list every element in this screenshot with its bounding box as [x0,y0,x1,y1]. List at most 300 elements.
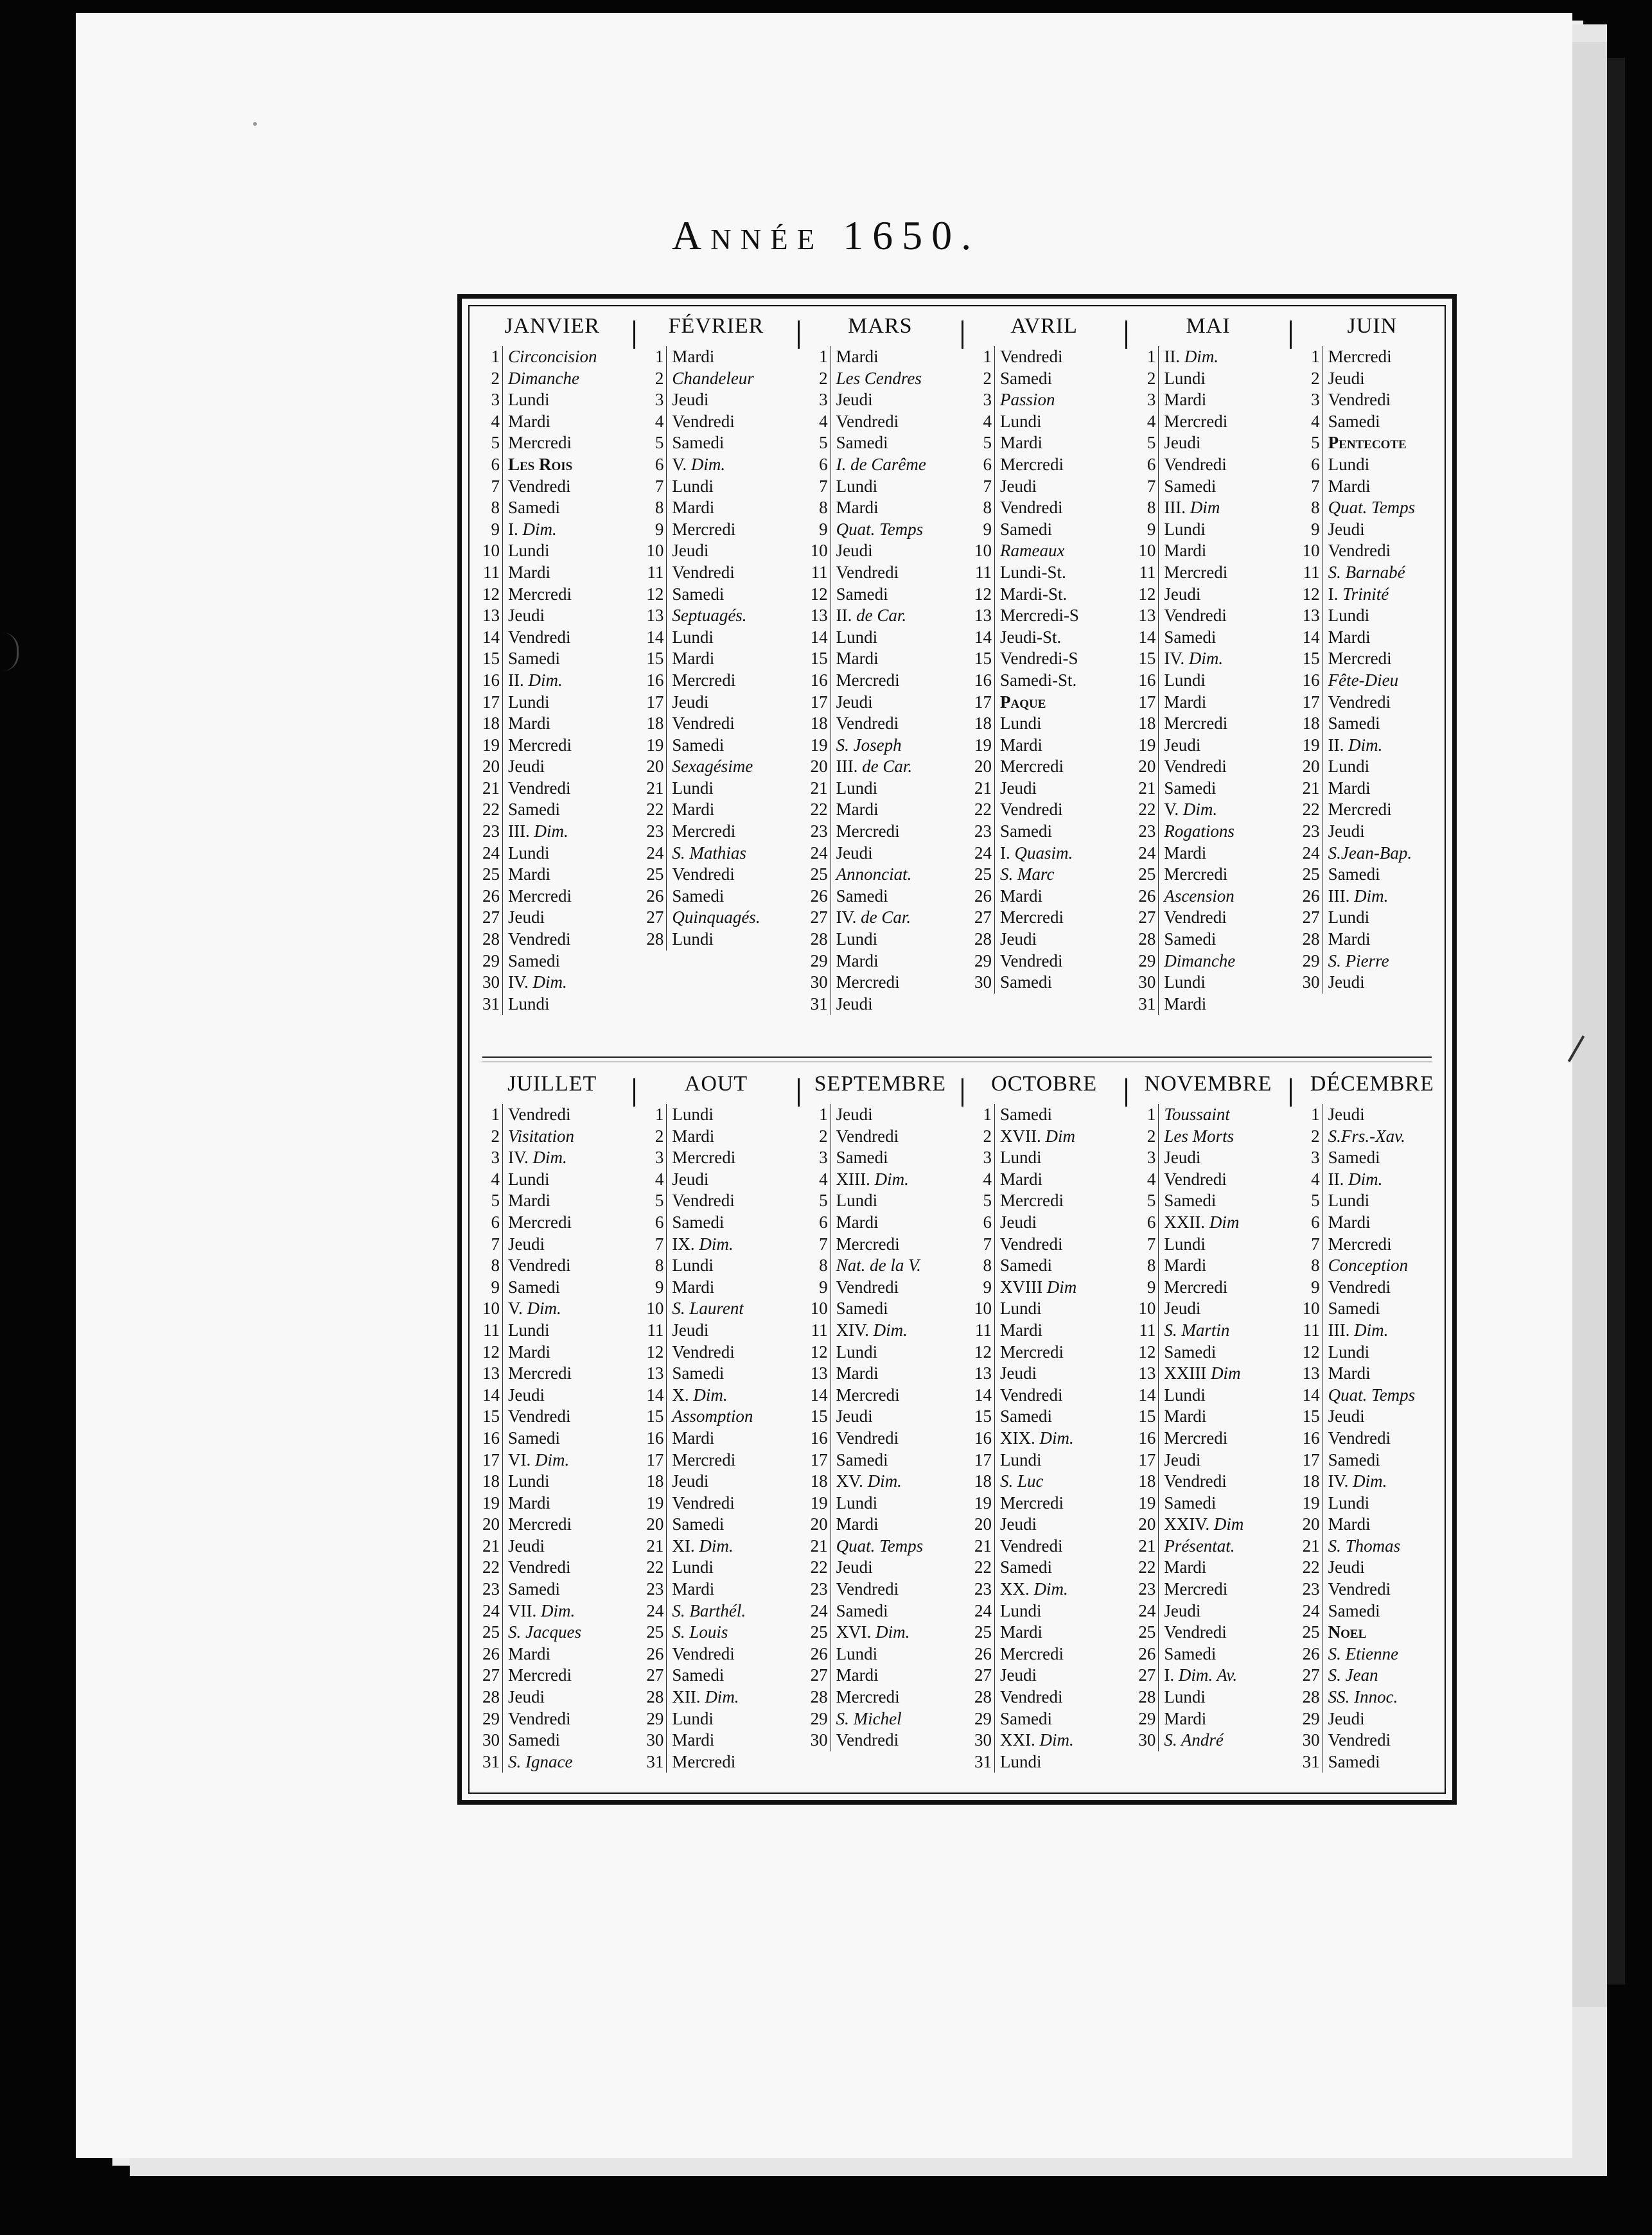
day-label: Lundi [1000,1450,1042,1469]
day-number: 17 [964,692,995,714]
day-row [472,1298,632,1320]
day-row [800,562,960,584]
day-label: Mardi [672,347,715,366]
day-label: Mercredi [836,1687,900,1707]
day-label: Jeudi [508,1234,545,1254]
day-row [472,799,632,821]
day-label: Mardi [1328,778,1371,798]
day-number: 27 [964,907,995,929]
day-list [1292,346,1452,994]
day-label: Jeudi [836,390,873,410]
month-column [636,1064,796,1773]
day-row [800,540,960,562]
day-number: 3 [800,1147,831,1169]
column-divider [1290,1078,1292,1107]
month-name: AOUT [684,1072,748,1096]
day-row [636,562,796,584]
day-number: 23 [1128,821,1159,843]
day-row [800,972,960,994]
day-label: Mercredi [1328,347,1392,366]
day-row [964,907,1124,929]
day-number: 15 [1292,1406,1323,1428]
day-row [800,692,960,714]
day-number: 29 [1128,951,1159,972]
day-list [636,1104,796,1773]
day-number: 28 [472,929,503,951]
day-row [472,1536,632,1557]
day-number: 11 [1292,562,1323,584]
day-number: 28 [1128,1687,1159,1708]
column-divider [1125,320,1127,349]
month-name: NOVEMBRE [1144,1072,1272,1096]
day-label: Annonciat. [836,864,912,884]
day-label: Vendredi [672,1493,735,1512]
day-label: IV. Dim. [1164,649,1224,669]
day-label: Vendredi [672,714,735,733]
day-label: Mercredi [508,1665,572,1685]
day-label-italic: Dim. [1354,1320,1389,1340]
day-number: 21 [636,1536,667,1557]
day-row [636,1320,796,1342]
day-row [1128,929,1288,951]
day-row [1128,1579,1288,1600]
day-row [1292,648,1452,670]
month-column [1128,306,1288,1015]
day-label: Mercredi [508,735,572,755]
day-label-italic: Dim. [875,1622,910,1642]
day-row [800,1342,960,1363]
day-number: 28 [636,1687,667,1708]
day-label: Jeudi [1164,735,1201,755]
day-row [964,1708,1124,1730]
day-label: Samedi [672,1514,725,1534]
day-number: 14 [472,627,503,649]
day-label: Samedi [508,498,560,518]
day-number: 3 [1292,1147,1323,1169]
day-number: 15 [636,1406,667,1428]
day-list [964,1104,1124,1773]
day-label: Jeudi [1000,1514,1037,1534]
day-number: 19 [1128,1493,1159,1514]
day-row [964,1277,1124,1299]
day-row [1128,476,1288,498]
day-label: SS. Innoc. [1328,1687,1398,1707]
day-row [1128,368,1288,390]
day-row [800,1450,960,1471]
day-row [964,1385,1124,1407]
day-row [1292,1255,1452,1277]
day-row [636,432,796,454]
month-column [1128,1064,1288,1751]
day-row [1128,692,1288,714]
day-number: 20 [1292,756,1323,778]
day-row [800,713,960,735]
day-label: Lundi [1000,1148,1042,1168]
day-label: Samedi [508,800,560,820]
day-label: Vendredi [672,562,735,582]
day-row [1128,1234,1288,1256]
day-number: 13 [964,605,995,627]
column-divider [633,320,635,349]
day-row [472,1169,632,1191]
day-number: 3 [1128,389,1159,411]
day-label: Vendredi [1000,498,1063,518]
day-row [1128,497,1288,519]
day-row [800,1665,960,1687]
day-number: 6 [472,454,503,476]
day-row [800,584,960,606]
day-number: 7 [800,476,831,498]
day-row [800,1363,960,1385]
day-label-italic: Dim. [874,1169,909,1189]
day-number: 31 [1128,994,1159,1015]
day-number: 25 [472,1622,503,1643]
day-row [1292,951,1452,972]
day-label: Lundi [1164,1234,1206,1254]
day-label: Vendredi [1164,1471,1227,1491]
day-label: Samedi [508,1428,560,1448]
day-row [1128,821,1288,843]
day-label: Jeudi [1000,1212,1037,1232]
day-label: Mercredi [1164,714,1228,733]
day-number: 25 [800,1622,831,1643]
day-label: Samedi [1328,1299,1380,1319]
day-row [472,648,632,670]
day-label: Samedi [1328,411,1380,431]
day-number: 29 [636,1708,667,1730]
day-label: Mercredi [1000,757,1064,776]
day-label: Conception [1328,1256,1409,1275]
day-label: I. Trinité [1328,584,1389,604]
day-label: Mardi [508,562,550,582]
day-row [472,411,632,433]
day-row [1292,1320,1452,1342]
day-label: Rameaux [1000,541,1065,561]
day-row [1128,346,1288,368]
day-label: Jeudi [672,692,709,712]
day-row [636,627,796,649]
day-label: Vendredi [672,1643,735,1663]
day-row [472,1557,632,1579]
day-label: Vendredi [1000,1536,1063,1556]
day-label: Lundi [508,692,550,712]
day-number: 4 [964,411,995,433]
day-number: 9 [800,1277,831,1299]
day-row [636,346,796,368]
day-label: Jeudi [508,1385,545,1405]
day-row [800,648,960,670]
day-number: 3 [472,389,503,411]
day-row [1128,605,1288,627]
day-label: Jeudi [836,843,873,863]
day-row [964,1190,1124,1212]
day-row [1292,389,1452,411]
day-number: 30 [964,972,995,994]
day-label: Samedi [1000,821,1052,841]
day-label: S. Ignace [508,1751,573,1771]
day-label: Mardi [1164,843,1207,863]
month-column [964,306,1124,994]
day-row [1128,972,1288,994]
day-row [472,713,632,735]
day-number: 1 [800,1104,831,1126]
day-row [472,562,632,584]
day-label-italic: Dim. [699,1234,734,1254]
day-row [1292,1514,1452,1536]
day-label: Vendredi [508,1256,571,1275]
day-row [1128,994,1288,1015]
day-label: Jeudi [836,1407,873,1426]
day-row [636,540,796,562]
day-label: Vendredi [836,714,899,733]
day-label: Samedi [836,1450,888,1469]
day-label: Lundi [672,1105,714,1124]
day-number: 25 [472,864,503,886]
day-label: Vendredi [1164,907,1227,927]
day-number: 20 [964,1514,995,1536]
day-row [800,627,960,649]
day-number: 12 [636,584,667,606]
day-label: Jeudi [1000,476,1037,496]
day-row [472,1255,632,1277]
day-row [1292,1406,1452,1428]
day-label: Mardi [1164,1407,1207,1426]
day-label: Mercredi [672,1148,736,1168]
day-label: Vendredi [508,929,571,949]
day-number: 1 [1292,1104,1323,1126]
day-number: 7 [636,1234,667,1256]
day-row [964,497,1124,519]
day-row [636,756,796,778]
day-row [1292,519,1452,541]
day-number: 28 [472,1687,503,1708]
day-number: 11 [1128,562,1159,584]
day-label: XIII. Dim. [836,1169,909,1189]
day-row [1292,584,1452,606]
day-label-italic: de Car. [861,907,911,927]
day-row [1292,1234,1452,1256]
day-row [1128,1450,1288,1471]
month-name: DÉCEMBRE [1310,1072,1434,1096]
day-label: Vendredi [1164,606,1227,626]
day-number: 20 [472,1514,503,1536]
day-number: 8 [1292,497,1323,519]
day-number: 5 [636,432,667,454]
day-label: XXII. Dim [1164,1212,1240,1232]
day-number: 26 [1292,1643,1323,1665]
day-label-italic: Dim. Av. [1178,1665,1238,1685]
day-number: 27 [964,1665,995,1687]
day-number: 30 [800,972,831,994]
day-number: 4 [1292,411,1323,433]
day-label: Samedi [1000,1708,1052,1728]
day-label: S. Jean [1328,1665,1378,1685]
day-label: Mercredi [672,519,736,539]
day-row [472,864,632,886]
day-list [800,346,960,1015]
day-row [1128,951,1288,972]
day-label: Fête-Dieu [1328,670,1399,690]
day-label: Mardi [672,1277,715,1297]
day-row [472,1514,632,1536]
day-label: Samedi [1164,1342,1217,1362]
day-number: 5 [1128,432,1159,454]
day-row [472,1622,632,1643]
day-row [1128,756,1288,778]
day-label-italic: de Car. [862,757,913,776]
day-label: S. Marc [1000,864,1055,884]
day-row [472,1277,632,1299]
day-number: 30 [1128,1730,1159,1751]
day-label: Mardi [1164,390,1207,410]
day-row [636,1277,796,1299]
day-row [964,799,1124,821]
day-number: 15 [1128,648,1159,670]
day-number: 28 [1292,1687,1323,1708]
day-number: 10 [1292,540,1323,562]
day-row [636,929,796,951]
day-label: Vendredi [1000,800,1063,820]
day-label: Passion [1000,390,1055,410]
day-row [472,843,632,864]
day-number: 17 [800,1450,831,1471]
day-row [800,778,960,800]
day-number: 14 [1292,627,1323,649]
day-label: Mardi [1328,1212,1371,1232]
day-label-italic: Dim. [690,454,726,474]
day-row [636,1169,796,1191]
day-list [636,346,796,951]
day-label: Samedi [1328,1600,1380,1620]
month-column [472,1064,632,1773]
day-number: 21 [964,778,995,800]
day-row [472,540,632,562]
day-number: 26 [1128,1643,1159,1665]
day-row [1128,907,1288,929]
day-number: 15 [800,648,831,670]
day-number: 13 [800,1363,831,1385]
day-label: Mardi [672,498,715,518]
day-number: 22 [1128,799,1159,821]
day-row [636,368,796,390]
day-row [1292,821,1452,843]
day-row [1128,670,1288,692]
day-row [1128,519,1288,541]
day-number: 7 [1128,1234,1159,1256]
day-row [1128,1687,1288,1708]
day-number: 18 [964,713,995,735]
day-number: 29 [1292,1708,1323,1730]
day-label: Lundi [1164,972,1206,992]
day-number: 14 [800,627,831,649]
day-label: Jeudi [508,757,545,776]
day-label: Mardi [836,1514,879,1534]
column-divider [1290,320,1292,349]
day-number: 27 [636,1665,667,1687]
day-row [1292,1342,1452,1363]
day-label: Mercredi [836,1385,900,1405]
day-number: 11 [636,1320,667,1342]
day-row [472,1342,632,1363]
day-number: 8 [472,497,503,519]
day-label: Samedi [1164,1493,1217,1512]
day-row [800,476,960,498]
day-number: 19 [800,1493,831,1514]
day-row [800,843,960,864]
day-row [1128,1643,1288,1665]
day-label: Mercredi [836,1234,900,1254]
day-number: 2 [636,368,667,390]
column-divider [962,1078,963,1107]
day-label: IX. Dim. [672,1234,734,1254]
day-label: XXIII Dim [1164,1363,1241,1383]
day-label: Mercredi [1164,864,1228,884]
day-label: Jeudi [1328,972,1365,992]
day-row [472,1579,632,1600]
day-row [800,1557,960,1579]
day-label: Jeudi [672,1471,709,1491]
month-column [964,1064,1124,1773]
day-label: Mercredi [836,972,900,992]
day-row [964,1514,1124,1536]
day-row [472,389,632,411]
day-row [964,454,1124,476]
day-number: 1 [1128,1104,1159,1126]
day-number: 11 [800,1320,831,1342]
day-row [472,1600,632,1622]
day-row [1128,1622,1288,1643]
day-label: Vendredi [1328,1579,1391,1599]
day-number: 11 [800,562,831,584]
day-number: 23 [964,1579,995,1600]
day-label: XXI. Dim. [1000,1730,1074,1750]
day-number: 10 [472,540,503,562]
day-row [964,735,1124,757]
month-column [636,306,796,951]
day-number: 13 [1292,1363,1323,1385]
day-label: Mardi [508,864,550,884]
day-number: 16 [964,670,995,692]
day-number: 22 [1128,1557,1159,1579]
day-row [636,821,796,843]
day-label: Lundi [508,1169,550,1189]
day-label: Mardi [1000,735,1042,755]
day-number: 5 [472,1190,503,1212]
day-label: Mercredi [1164,1428,1228,1448]
day-number: 31 [1292,1751,1323,1773]
day-label: Mardi [1164,994,1207,1013]
month-name: OCTOBRE [991,1072,1098,1096]
day-label: Mercredi [1328,800,1392,820]
day-row [1292,1126,1452,1148]
day-number: 19 [1128,735,1159,757]
day-number: 30 [472,1730,503,1751]
day-label: Lundi [1164,670,1206,690]
day-label: Vendredi [1000,1687,1063,1707]
day-number: 30 [800,1730,831,1751]
day-row [1128,1493,1288,1514]
day-label: I. Dim. Av. [1164,1665,1238,1685]
day-label: Samedi [1000,519,1052,539]
day-label-italic: Dim. [1033,1579,1068,1599]
day-number: 22 [472,1557,503,1579]
day-number: 5 [800,1190,831,1212]
day-label: S. Martin [1164,1320,1230,1340]
day-label: S. Michel [836,1708,902,1728]
day-row [1128,627,1288,649]
day-label: Lundi [508,390,550,410]
day-row [636,648,796,670]
